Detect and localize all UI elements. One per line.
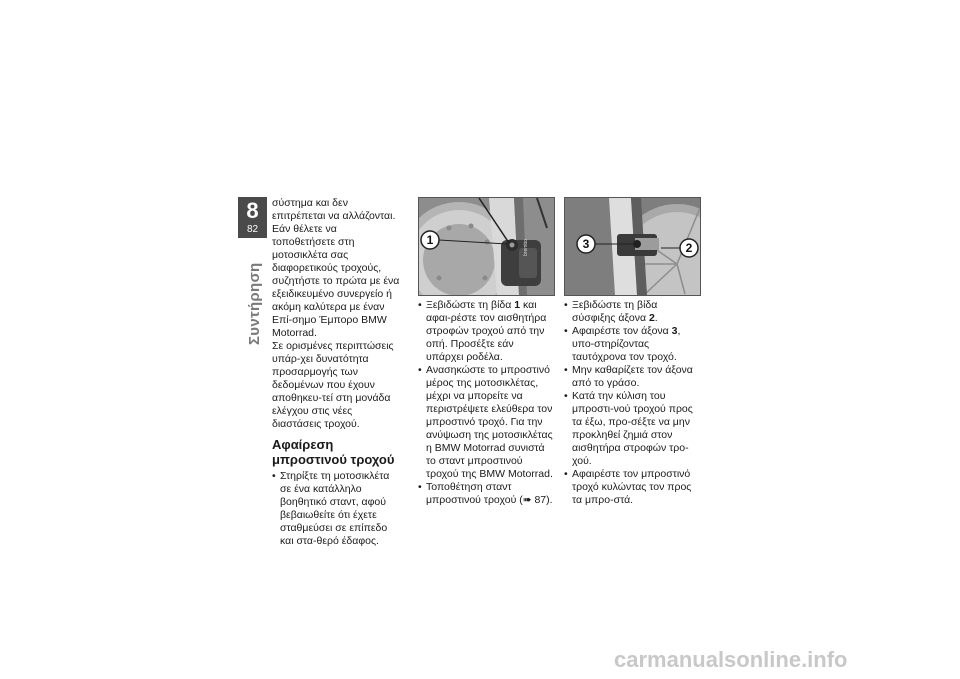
chapter-title: Συντήρηση [246, 262, 263, 345]
callout-3: 3 [582, 237, 590, 251]
list-item: • Στηρίξτε τη μοτοσικλέτα σε ένα κατάλληλο βοηθητικό σταντ, αφού βεβαιωθείτε ότι έχετε σταθμεύσει σε επίπεδο και στα-θερό έδαφος. [272, 470, 402, 548]
brake-caliper-illustration [419, 198, 554, 295]
photo-brake-caliper [418, 197, 555, 296]
callout-2: 2 [685, 241, 693, 255]
chapter-number: 8 [246, 198, 259, 223]
paragraph: Εάν θέλετε να τοποθετήσετε στη μοτοσικλέτα σας διαφορετικούς τροχούς, συζητήστε το πρώτα με ένα εξειδικευμένο συνεργείο ή ακόμη καλύτερα με έναν Επί-σημο Έμπορο BMW Motorrad. [272, 223, 400, 339]
callout-ref-3: 3 [671, 325, 678, 337]
list-item: • Κατά την κύλιση του μπροστι-νού τροχού προς τα έξω, προ-σέξτε να μην προκληθεί ζημιά στον αισθητήρα στροφών τρο-χού. [564, 390, 700, 468]
list-item: • Ξεβιδώστε τη βίδα 1 και αφαι-ρέστε τον αισθητήρα στροφών τροχού από την οπή. Προσέξτε εάν υπάρχει ροδέλα. [418, 299, 553, 364]
callout-ref-1: 1 [514, 299, 521, 311]
list-item: • Τοποθέτηση σταντ μπροστινού τροχού (➠ 87). [418, 481, 553, 507]
bullet-list [418, 299, 553, 507]
watermark: carmanualsonline.info [614, 647, 848, 672]
photo-front-axle [564, 197, 701, 296]
list-item: • Μην καθαρίζετε τον άξονα από το γράσο. [564, 364, 700, 390]
callout-ref-2: 2 [648, 312, 655, 324]
callout-1: 1 [426, 233, 434, 247]
list-item: • Αφαιρέστε τον μπροστινό τροχό κυλώντας τον προς τα μπρο-στά. [564, 468, 700, 507]
list-item: • Αφαιρέστε τον άξονα 3, υπο-στηρίζοντας ταυτόχρονα τον τροχό. [564, 325, 700, 364]
bullet-list [564, 299, 700, 507]
text-column-2 [418, 299, 553, 507]
bullet-list [272, 470, 402, 548]
paragraph: σύστημα και δεν επιτρέπεται να αλλάζονται. [272, 197, 396, 222]
section-heading: Αφαίρεση μπροστινού τροχού [272, 437, 395, 467]
list-item: • Ξεβιδώστε τη βίδα σύσφιξης άξονα 2. [564, 299, 700, 325]
page-number: 82 [246, 224, 259, 235]
text-column-1 [272, 197, 402, 548]
list-item: • Ανασηκώστε το μπροστινό μέρος της μοτοσικλέτας, μέχρι να μπορείτε να περιστρέψετε ελεύθερα τον μπροστινό τροχό. Για την ανύψωση της μοτοσικλέτας η BMW Motorrad συνιστά το σταντ μπροστινού τροχού της BMW Motorrad. [418, 364, 553, 481]
paragraph: Σε ορισμένες περιπτώσεις υπάρ-χει δυνατότητα προσαρμογής των δεδομένων που έχουν αποθηκευ-τεί στη μονάδα ελέγχου στις νέες διαστάσεις τροχού. [272, 340, 394, 430]
text-column-3 [564, 299, 700, 507]
chapter-tab [238, 197, 267, 238]
brake-brand-label: brembo [523, 239, 529, 256]
page-ref-arrow-icon: ➠ [522, 494, 532, 506]
